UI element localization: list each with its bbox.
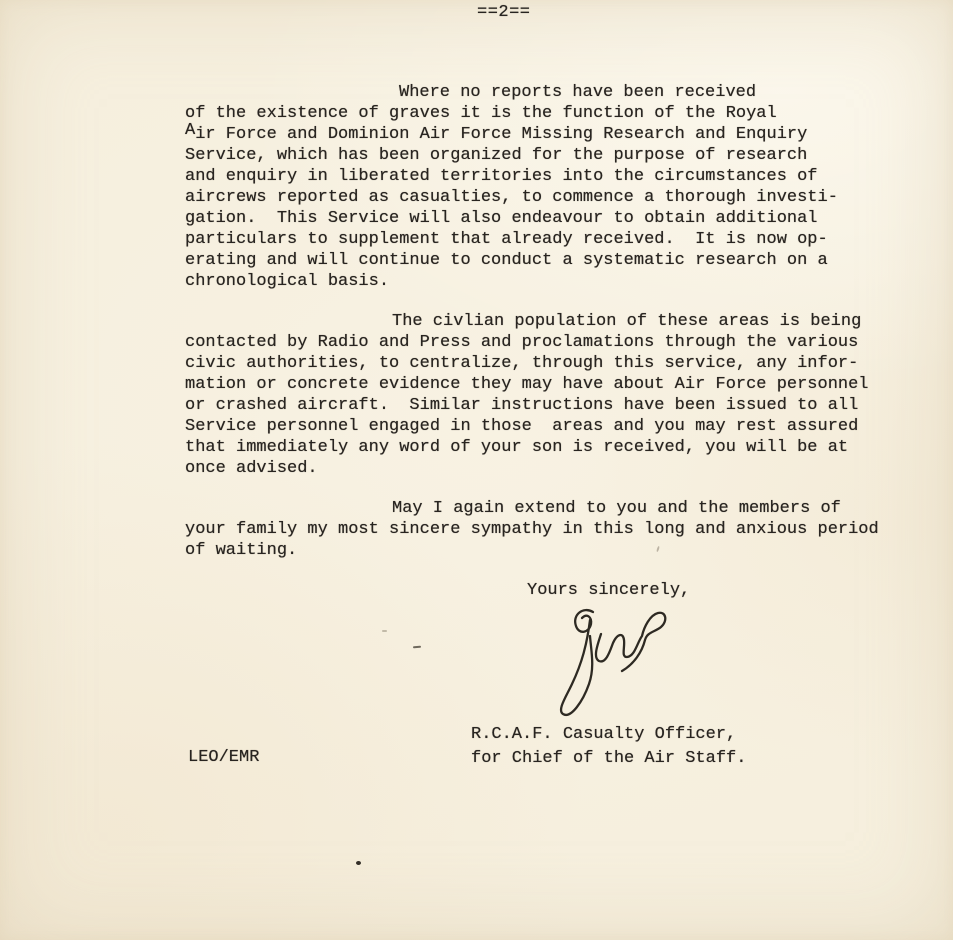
letter-line: and enquiry in liberated territories into the circumstances of [185,167,818,186]
letter-line: once advised. [185,459,318,478]
letter-line: of the existence of graves it is the function of the Royal [185,104,777,123]
letter-line: chronological basis. [185,272,390,291]
typist-reference: LEO/EMR [188,748,260,767]
letter-line [185,121,915,145]
closing-salutation: Yours sincerely, [527,581,691,600]
letter-line: The civlian population of these areas is being [392,312,862,331]
letter-line-text: ir Force and Dominion Air Force Missing Research and Enquiry [195,125,808,144]
signoff-subtitle: for Chief of the Air Staff. [471,749,747,768]
paragraph-2 [185,311,915,479]
letter-line: May I again extend to you and the members of [392,499,841,518]
signoff-block [471,723,746,771]
paragraph-3 [185,498,915,561]
letter-line: aircrews reported as casualties, to commence a thorough investi- [185,188,838,207]
signoff-title: R.C.A.F. Casualty Officer, [471,725,737,744]
letter-line: your family my most sincere sympathy in this long and anxious period [185,520,879,539]
pencil-mark [413,646,421,649]
letter-line: erating and will continue to conduct a systematic research on a [185,251,828,270]
letter-line: mation or concrete evidence they may have about Air Force personnel [185,375,869,394]
letter-body [185,82,915,601]
letter-line: particulars to supplement that already received. It is now op- [185,230,828,249]
letter-line: of waiting. [185,541,298,560]
paragraph-1 [185,82,915,292]
raised-capital-a: A [185,121,196,140]
pencil-mark [382,630,387,632]
letter-line: that immediately any word of your son is received, you will be at [185,438,849,457]
ink-speck [356,861,361,865]
letter-line: gation. This Service will also endeavour to obtain additional [185,209,818,228]
page-number: ==2== [477,3,531,22]
letter-line: or crashed aircraft. Similar instructions have been issued to all [185,396,859,415]
letter-line: Service, which has been organized for the purpose of research [185,146,808,165]
letter-line: Service personnel engaged in those areas and you may rest assured [185,417,859,436]
letter-line: civic authorities, to centralize, through this service, any infor- [185,354,859,373]
letter-line: Where no reports have been received [399,83,757,102]
signature-flourish-icon [545,600,675,720]
letter-line: contacted by Radio and Press and proclamations through the various [185,333,859,352]
